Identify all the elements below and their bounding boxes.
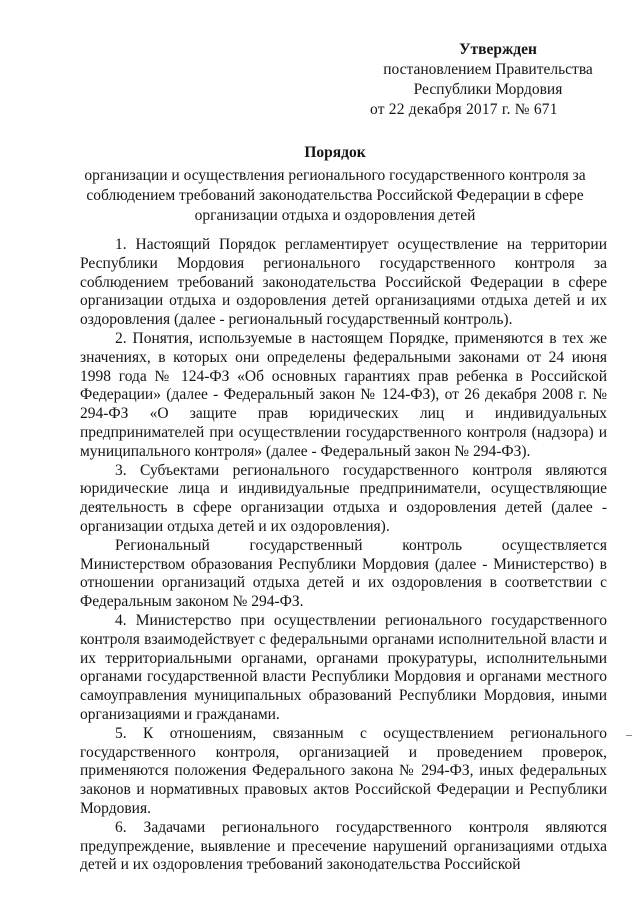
paragraph-3: 3. Субъектами регионального государственного контроля являются юридические лица и индивидуальные предприниматели, осуществляющие деятельность в сфере организации отдыха и оздоровления детей (далее - организации отдыха детей и их оздоровления). [80,461,607,535]
paragraph-2: 2. Понятия, используемые в настоящем Порядке, применяются в тех же значениях, в которых они определены федеральными законами от 24 июня 1998 года № 124-ФЗ «Об основных гарантиях прав ребенка в Российской Федерации» (далее - Федеральный закон № 124-ФЗ), от 26 декабря 2008 г. № 294-ФЗ «О защите прав юридических лиц и индивидуальных предпринимателей при осуществлении государственного контроля (надзора) и муниципального контроля» (далее - Федеральный закон № 294-ФЗ). [80,329,607,460]
paragraph-5: 5. К отношениям, связанным с осуществлением регионального государственного контроля, организацией и проведением проверок, применяются положения Федерального закона № 294-ФЗ, иных федеральных законов и нормативных правовых актов Российской Федерации и Республики Мордовия. [80,724,607,817]
paragraph-3-continued: Региональный государственный контроль осуществляется Министерством образования Республики Мордовия (далее - Министерство) в отношении организаций отдыха детей и их оздоровления в соответствии с Федеральным законом № 294-ФЗ. [80,536,607,611]
document-subtitle: организации и осуществления регионального государственного контроля за соблюдением требований законодательства Российской Федерации в сфере организации отдыха и оздоровления детей [84,167,586,224]
scan-margin-mark [626,735,632,736]
document-title-block [60,143,610,226]
approval-heading: Утвержден [459,41,537,58]
document-title: Порядок [304,144,366,161]
approval-line-republic: Республики Мордовия [413,81,563,98]
paragraph-4: 4. Министерство при осуществлении регионального государственного контроля взаимодействует с федеральными органами исполнительной власти и их территориальными органами, органами прокуратуры, исполнительными органами государственной власти Республики Мордовия и органами местного самоуправления муниципальных образований Республики Мордовия, иными организациями и гражданами. [80,611,607,723]
paragraph-1: 1. Настоящий Порядок регламентирует осуществление на территории Республики Мордовия регионального государственного контроля за соблюдением требований законодательства Российской Федерации в сфере организации отдыха и оздоровления детей организациями отдыха детей и их оздоровления (далее - региональный государственный контроль). [80,236,607,329]
document-body [80,236,607,875]
approval-line-decree: постановлением Правительства [383,61,593,78]
approval-date: от 22 декабря 2017 г. № 671 [370,101,558,118]
paragraph-6: 6. Задачами регионального государственного контроля являются предупреждение, выявление и пресечение нарушений организациями отдыха детей и их оздоровления требований законодательства Российской [80,818,607,874]
approval-block [368,40,608,120]
